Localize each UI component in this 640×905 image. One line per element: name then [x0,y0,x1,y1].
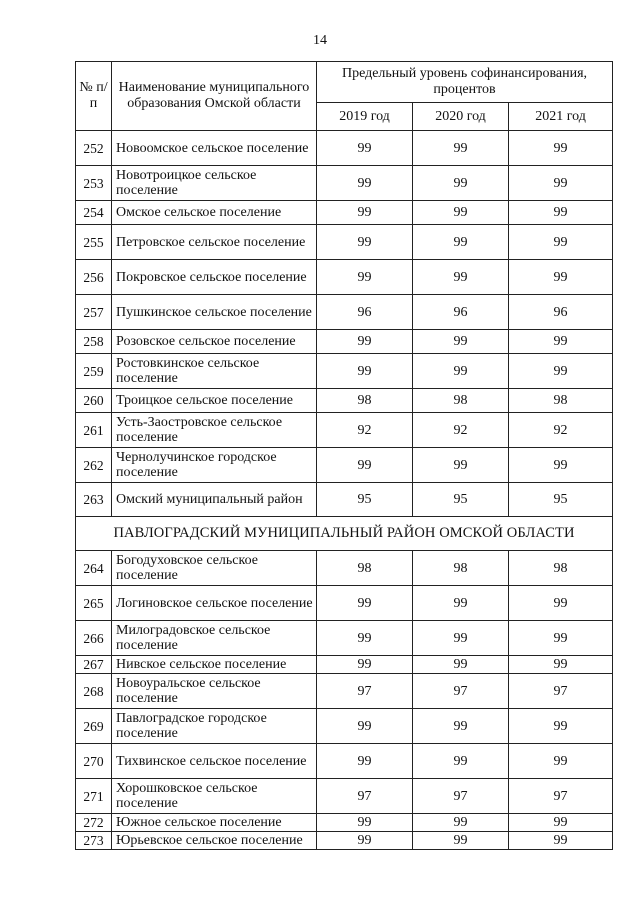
value-2019: 98 [317,389,413,413]
value-2019: 99 [317,330,413,354]
value-2019: 99 [317,225,413,260]
header-municipality: Наименование муниципального образования Омской области [112,62,317,131]
header-cofinancing-level: Предельный уровень софинансирования, процентов [317,62,613,103]
value-2021: 92 [509,413,613,448]
value-2021: 96 [509,295,613,330]
value-2021: 99 [509,330,613,354]
row-number: 268 [76,674,112,709]
table-row [76,225,613,260]
municipality-name: Чернолучинское городское поселение [112,448,317,483]
section-title: ПАВЛОГРАДСКИЙ МУНИЦИПАЛЬНЫЙ РАЙОН ОМСКОЙ ОБЛАСТИ [76,517,613,551]
municipality-name: Логиновское сельское поселение [112,586,317,621]
value-2019: 99 [317,201,413,225]
municipality-name: Юрьевское сельское поселение [112,832,317,850]
row-number: 258 [76,330,112,354]
table-row [76,832,613,850]
table-header [76,62,613,131]
table-row [76,621,613,656]
table-row [76,483,613,517]
municipality-name: Милоградовское сельское поселение [112,621,317,656]
value-2020: 99 [413,744,509,779]
municipality-name: Омское сельское поселение [112,201,317,225]
value-2019: 99 [317,709,413,744]
table-row [76,744,613,779]
table-row [76,674,613,709]
table-row [76,586,613,621]
value-2019: 99 [317,621,413,656]
value-2020: 99 [413,656,509,674]
row-number: 273 [76,832,112,850]
value-2020: 98 [413,389,509,413]
value-2021: 99 [509,131,613,166]
value-2019: 99 [317,260,413,295]
table-row [76,201,613,225]
value-2020: 99 [413,166,509,201]
header-number: № п/п [76,62,112,131]
value-2021: 99 [509,225,613,260]
municipality-name: Усть-Заостровское сельское поселение [112,413,317,448]
municipality-name: Розовское сельское поселение [112,330,317,354]
value-2020: 95 [413,483,509,517]
page-number: 14 [313,33,327,48]
value-2019: 99 [317,656,413,674]
row-number: 260 [76,389,112,413]
row-number: 270 [76,744,112,779]
value-2021: 99 [509,621,613,656]
row-number: 271 [76,779,112,814]
value-2021: 99 [509,814,613,832]
row-number: 265 [76,586,112,621]
value-2021: 97 [509,674,613,709]
value-2019: 92 [317,413,413,448]
municipality-name: Покровское сельское поселение [112,260,317,295]
table-row [76,551,613,586]
municipality-name: Южное сельское поселение [112,814,317,832]
value-2020: 99 [413,621,509,656]
value-2019: 99 [317,166,413,201]
value-2021: 99 [509,201,613,225]
table-row [76,330,613,354]
value-2020: 99 [413,330,509,354]
value-2020: 99 [413,260,509,295]
municipality-name: Новотроицкое сельское поселение [112,166,317,201]
table-row [76,709,613,744]
value-2021: 99 [509,709,613,744]
municipality-name: Новоомское сельское поселение [112,131,317,166]
value-2021: 99 [509,260,613,295]
municipality-name: Троицкое сельское поселение [112,389,317,413]
row-number: 269 [76,709,112,744]
municipality-name: Омский муниципальный район [112,483,317,517]
table-row [76,656,613,674]
municipality-name: Богодуховское сельское поселение [112,551,317,586]
value-2019: 99 [317,354,413,389]
table-row [76,354,613,389]
value-2019: 95 [317,483,413,517]
table-row [76,814,613,832]
municipality-name: Хорошковское сельское поселение [112,779,317,814]
row-number: 256 [76,260,112,295]
table-row [76,166,613,201]
row-number: 252 [76,131,112,166]
value-2019: 99 [317,131,413,166]
value-2019: 99 [317,448,413,483]
value-2020: 99 [413,201,509,225]
row-number: 264 [76,551,112,586]
value-2021: 99 [509,744,613,779]
value-2020: 99 [413,448,509,483]
value-2021: 95 [509,483,613,517]
cofinancing-table [75,61,613,850]
value-2020: 99 [413,709,509,744]
value-2020: 98 [413,551,509,586]
table-body [76,131,613,850]
row-number: 261 [76,413,112,448]
value-2019: 99 [317,744,413,779]
municipality-name: Нивское сельское поселение [112,656,317,674]
value-2020: 99 [413,225,509,260]
value-2021: 99 [509,656,613,674]
value-2019: 97 [317,779,413,814]
value-2021: 99 [509,166,613,201]
table-row [76,260,613,295]
row-number: 253 [76,166,112,201]
value-2020: 99 [413,814,509,832]
row-number: 259 [76,354,112,389]
table-row [76,413,613,448]
value-2020: 97 [413,674,509,709]
value-2020: 99 [413,131,509,166]
value-2021: 99 [509,586,613,621]
value-2019: 99 [317,814,413,832]
value-2019: 97 [317,674,413,709]
value-2020: 99 [413,586,509,621]
value-2021: 99 [509,832,613,850]
header-year-2021: 2021 год [509,103,613,131]
table-row [76,389,613,413]
table-row [76,448,613,483]
row-number: 262 [76,448,112,483]
table-row [76,779,613,814]
table-row [76,131,613,166]
value-2020: 96 [413,295,509,330]
row-number: 267 [76,656,112,674]
value-2019: 98 [317,551,413,586]
value-2021: 98 [509,551,613,586]
section-row [76,517,613,551]
municipality-name: Тихвинское сельское поселение [112,744,317,779]
value-2021: 99 [509,354,613,389]
value-2019: 99 [317,832,413,850]
value-2021: 98 [509,389,613,413]
municipality-name: Пушкинское сельское поселение [112,295,317,330]
municipality-name: Павлоградское городское поселение [112,709,317,744]
table-row [76,295,613,330]
row-number: 272 [76,814,112,832]
municipality-name: Новоуральское сельское поселение [112,674,317,709]
header-year-2020: 2020 год [413,103,509,131]
row-number: 254 [76,201,112,225]
value-2020: 99 [413,354,509,389]
value-2021: 97 [509,779,613,814]
row-number: 263 [76,483,112,517]
value-2019: 96 [317,295,413,330]
value-2020: 97 [413,779,509,814]
value-2019: 99 [317,586,413,621]
value-2021: 99 [509,448,613,483]
header-year-2019: 2019 год [317,103,413,131]
value-2020: 99 [413,832,509,850]
value-2020: 92 [413,413,509,448]
row-number: 257 [76,295,112,330]
row-number: 255 [76,225,112,260]
municipality-name: Петровское сельское поселение [112,225,317,260]
municipality-name: Ростовкинское сельское поселение [112,354,317,389]
row-number: 266 [76,621,112,656]
